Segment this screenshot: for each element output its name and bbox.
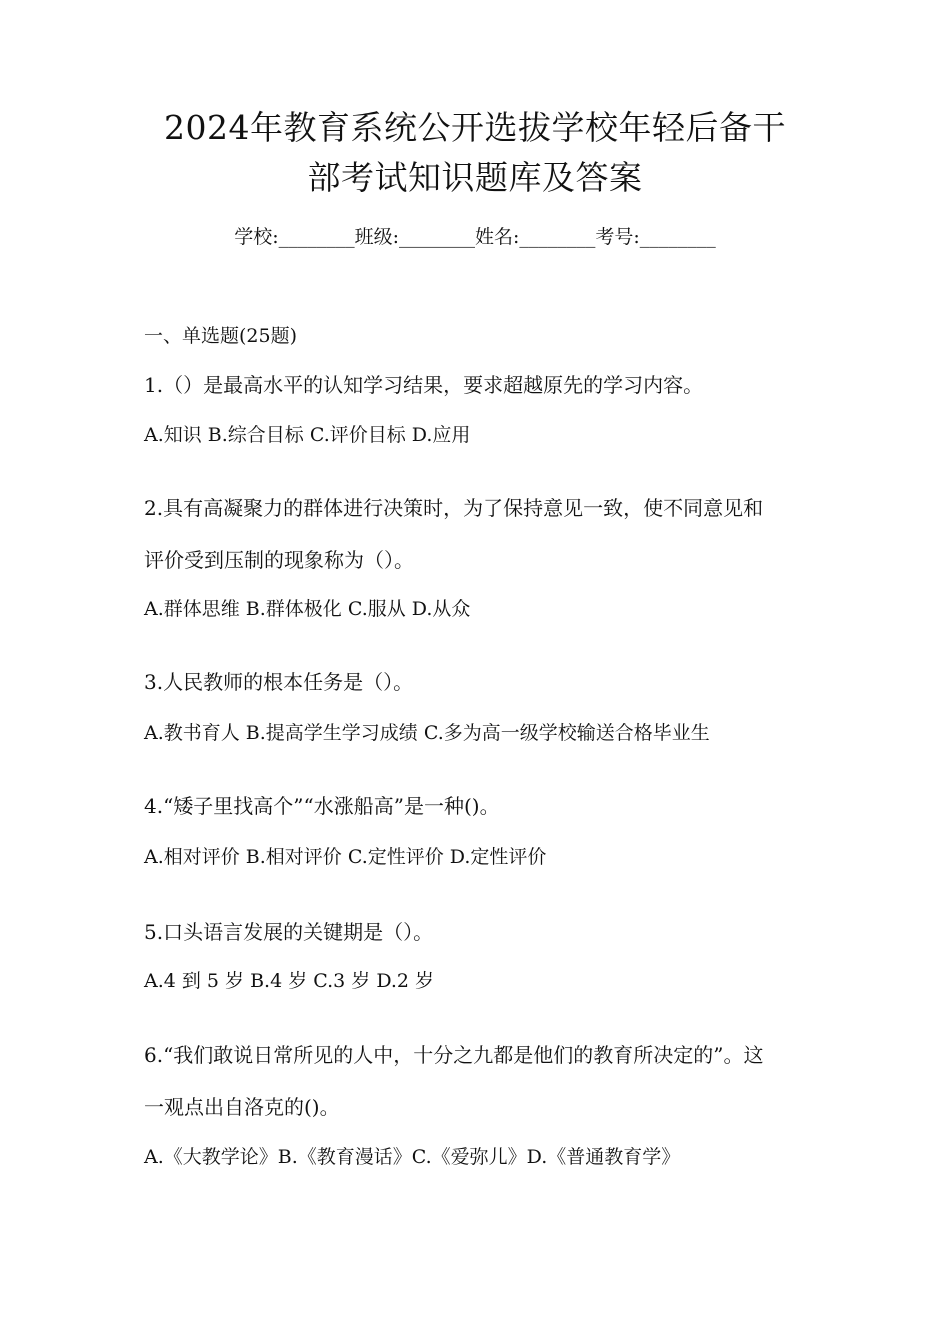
question-6-stem-line-2: 一观点出自洛克的()。 [144, 1095, 340, 1119]
question-3-stem: 3.人民教师的根本任务是（）。 [144, 670, 414, 694]
question-2-stem-line-1: 2.具有高凝聚力的群体进行决策时，为了保持意见一致，使不同意见和 [144, 496, 764, 520]
question-4-stem: 4.“矮子里找高个”“水涨船高”是一种()。 [144, 794, 500, 818]
question-1-stem: 1.（）是最高水平的认知学习结果，要求超越原先的学习内容。 [144, 373, 704, 397]
document-title-line-2: 部考试知识题库及答案 [307, 158, 643, 197]
question-2-stem-line-2: 评价受到压制的现象称为（）。 [144, 548, 414, 572]
question-4-options: A.相对评价 B.相对评价 C.定性评价 D.定性评价 [144, 846, 547, 868]
question-2-options: A.群体思维 B.群体极化 C.服从 D.从众 [144, 598, 471, 620]
section-heading: 一、单选题(25题) [144, 325, 298, 347]
question-3-options: A.教书育人 B.提高学生学习成绩 C.多为高一级学校输送合格毕业生 [144, 722, 710, 744]
question-5-stem: 5.口头语言发展的关键期是（）。 [144, 920, 434, 944]
document-title-line-1: 2024年教育系统公开选拔学校年轻后备干 [164, 108, 786, 147]
question-6-options: A.《大教学论》B.《教育漫话》C.《爱弥儿》D.《普通教育学》 [144, 1146, 681, 1168]
question-5-options: A.4 到 5 岁 B.4 岁 C.3 岁 D.2 岁 [144, 970, 435, 992]
question-1-options: A.知识 B.综合目标 C.评价目标 D.应用 [144, 424, 471, 446]
question-6-stem-line-1: 6.“我们敢说日常所见的人中，十分之九都是他们的教育所决定的”。这 [144, 1043, 764, 1067]
student-info-line: 学校:________班级:________姓名:________考号:________ [234, 226, 716, 248]
